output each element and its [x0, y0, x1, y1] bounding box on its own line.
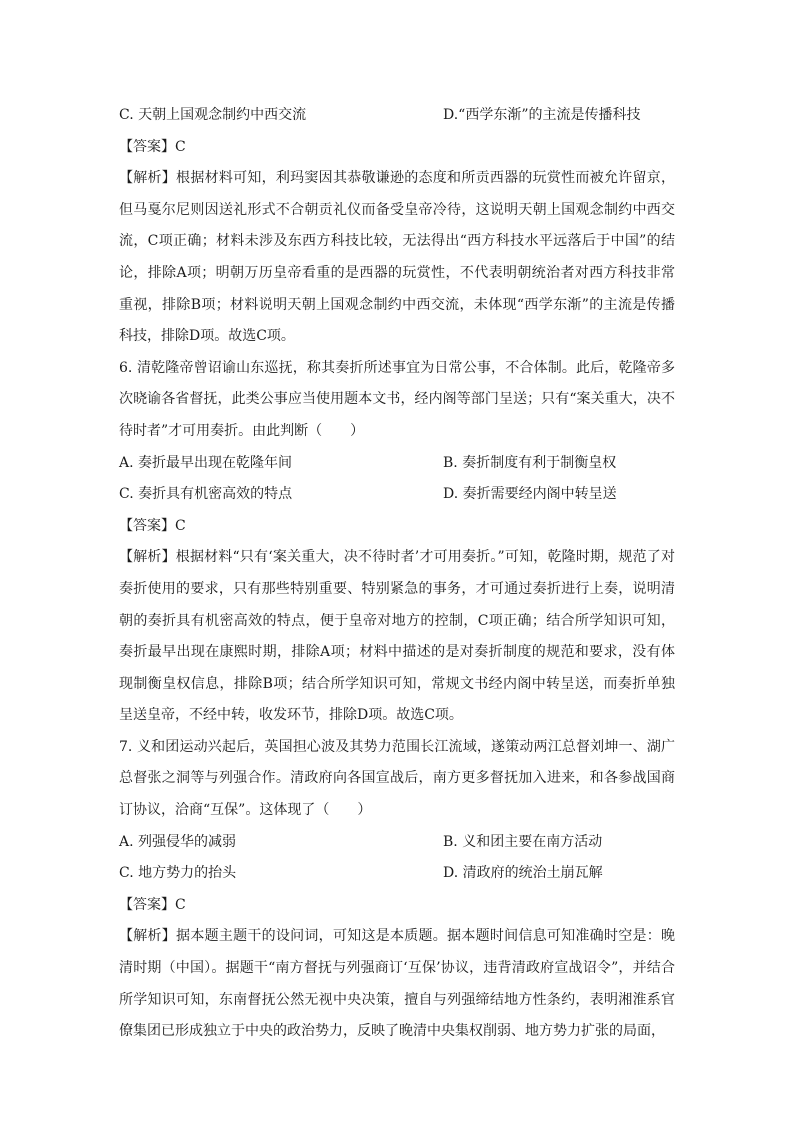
q6-option-d: D. 奏折需要经内阁中转呈送 [443, 486, 617, 503]
q7-analysis: 【解析】据本题主题干的设问词，可知这是本质题。据本题时间信息可知准确时空是：晚清时期（中国）。据题干“南方督抚与列强商订‘互保’协议，违背清政府宣战诏令”，并结合所学知识可知，东南督抚公然无视中央决策，擅自与列强缔结地方性条约，表明湘淮系官僚集团已形成独立于中央的政治势力，反映了晚清中央集权削弱、地方势力扩张的局面， [119, 928, 675, 1040]
q7-option-d: D. 清政府的统治土崩瓦解 [443, 865, 603, 882]
q5-options-cd [119, 100, 675, 132]
q5-answer: 【答案】C [119, 138, 186, 155]
q6-option-b: B. 奏折制度有利于制衡皇权 [443, 454, 617, 471]
q6-options-ab [119, 448, 675, 480]
q7-option-c: C. 地方势力的抬头 [119, 865, 237, 882]
q7-stem: 7. 义和团运动兴起后，英国担心波及其势力范围长江流域，遂策动两江总督刘坤一、湖广总督张之洞等与列强合作。清政府向各国宣战后，南方更多督抚加入进来，和各参战国商订协议，洽商“互保”。这体现了（ ） [119, 738, 675, 819]
q7-option-a: A. 列强侵华的减弱 [119, 833, 237, 850]
q6-stem: 6. 清乾隆帝曾诏谕山东巡抚，称其奏折所述事宜为日常公事，不合体制。此后，乾隆帝多次晓谕各省督抚，此类公事应当使用题本文书，经内阁等部门呈送；只有“案关重大，决不待时者”才可用奏折。由此判断（ ） [119, 359, 675, 439]
q7-options-cd [119, 858, 675, 890]
q6-option-a: A. 奏折最早出现在乾隆年间 [119, 454, 293, 471]
q6-answer: 【答案】C [119, 517, 186, 534]
q7-answer: 【答案】C [119, 896, 186, 913]
q6-option-c: C. 奏折具有机密高效的特点 [119, 486, 293, 503]
q5-option-c: C. 天朝上国观念制约中西交流 [119, 107, 307, 123]
q6-analysis: 【解析】根据材料“只有‘案关重大，决不待时者’才可用奏折。”可知，乾隆时期，规范了对奏折使用的要求，只有那些特别重要、特别紧急的事务，才可通过奏折进行上奏，说明清朝的奏折具有机密高效的特点，便于皇帝对地方的控制，C项正确；结合所学知识可知，奏折最早出现在康熙时期，排除A项；材料中描述的是对奏折制度的规范和要求，没有体现制衡皇权信息，排除B项；结合所学知识可知，常规文书经内阁中转呈送，而奏折单独呈送皇帝，不经中转，收发环节，排除D项。故选C项。 [119, 549, 675, 724]
q6-options-cd [119, 479, 675, 511]
q7-option-b: B. 义和团主要在南方活动 [443, 833, 603, 850]
q5-analysis: 【解析】根据材料可知，利玛窦因其恭敬谦逊的态度和所贡西器的玩赏性而被允许留京，但马戛尔尼则因送礼形式不合朝贡礼仪而备受皇帝冷待，这说明天朝上国观念制约中西交流，C项正确；材料未涉及东西方科技比较，无法得出“西方科技水平远落后于中国”的结论，排除A项；明朝万历皇帝看重的是西器的玩赏性，不代表明朝统治者对西方科技非常重视，排除B项；材料说明天朝上国观念制约中西交流，未体现“西学东渐”的主流是传播科技，排除D项。故选C项。 [119, 170, 675, 345]
q7-options-ab [119, 827, 675, 859]
document-page [119, 100, 675, 1048]
q5-option-d: D.“西学东渐”的主流是传播科技 [443, 107, 641, 123]
